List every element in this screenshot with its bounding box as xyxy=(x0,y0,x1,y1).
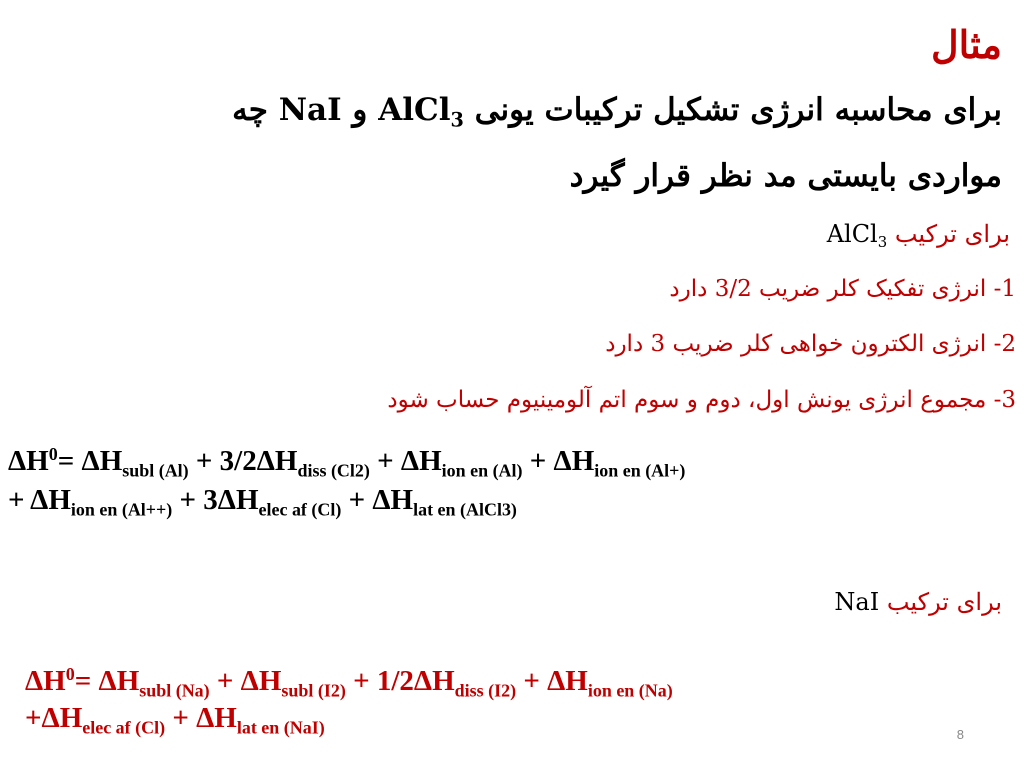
nai-heading-text: برای ترکیب xyxy=(879,588,1002,616)
eq1-sub: ion en (Al+) xyxy=(594,460,686,481)
eq1-term: ΔH xyxy=(8,445,49,477)
equation-alcl3-line-2 xyxy=(8,484,685,520)
eq2-sub: subl (I2) xyxy=(281,680,346,701)
eq2-term: +ΔH xyxy=(25,702,83,734)
question-text-start: برای محاسبه انرژی تشکیل ترکیبات یونی xyxy=(463,92,1002,128)
formula-nai: NaI xyxy=(278,92,342,128)
eq1-sup: 0 xyxy=(48,444,58,465)
eq2-term: + ΔH xyxy=(209,665,282,697)
eq1-term: + ΔH xyxy=(369,445,442,477)
eq2-term: ΔH xyxy=(25,665,66,697)
list-item-2: 2- انرژی الکترون خواهی کلر ضریب 3 دارد xyxy=(605,331,1016,357)
eq2-sub: ion en (Na) xyxy=(587,680,673,701)
eq2-term: + ΔH xyxy=(516,665,588,697)
eq1-term: = ΔH xyxy=(57,445,123,477)
eq2-term: + 1/2ΔH xyxy=(345,665,455,697)
eq1-sub: ion en (Al++) xyxy=(70,499,173,520)
eq2-sub: lat en (NaI) xyxy=(236,717,325,738)
eq1-term: + ΔH xyxy=(522,445,595,477)
slide-title: مثال xyxy=(930,22,1002,67)
list-item-3: 3- مجموع انرژی یونش اول، دوم و سوم اتم آلومینیوم حساب شود xyxy=(387,387,1016,413)
alcl3-heading-text: برای ترکیب xyxy=(887,220,1010,248)
eq2-sub: elec af (Cl) xyxy=(82,717,166,738)
equation-alcl3 xyxy=(8,444,686,520)
eq1-sub: elec af (Cl) xyxy=(258,499,342,520)
eq2-sub: subl (Na) xyxy=(139,680,210,701)
eq2-sup: 0 xyxy=(65,664,75,685)
alcl3-heading-formula xyxy=(826,220,888,252)
question-and: و xyxy=(341,92,379,128)
eq1-term: + 3ΔH xyxy=(172,484,259,516)
eq1-term: + ΔH xyxy=(8,484,71,516)
eq1-sub: lat en (AlCl3) xyxy=(413,499,517,520)
eq1-term: + ΔH xyxy=(341,484,414,516)
eq2-term: = ΔH xyxy=(74,665,140,697)
list-item-1: 1- انرژی تفکیک کلر ضریب 3/2 دارد xyxy=(669,276,1016,302)
eq2-sub: diss (I2) xyxy=(454,680,517,701)
page-number: 8 xyxy=(956,727,964,742)
alcl3-heading-formula-sub: 3 xyxy=(877,233,888,252)
eq1-sub: subl (Al) xyxy=(122,460,189,481)
eq1-term: + 3/2ΔH xyxy=(188,445,298,477)
nai-heading xyxy=(834,588,1002,616)
formula-alcl3-base: AlCl xyxy=(378,92,451,128)
alcl3-heading-formula-base: AlCl xyxy=(826,220,878,248)
eq1-sub: ion en (Al) xyxy=(441,460,523,481)
formula-alcl3 xyxy=(378,92,464,132)
question-line-2: مواردی بایستی مد نظر قرار گیرد xyxy=(569,158,1002,194)
equation-nai xyxy=(25,664,673,738)
eq1-sub: diss (Cl2) xyxy=(297,460,370,481)
equation-nai-line-1 xyxy=(25,664,673,701)
equation-nai-line-2 xyxy=(25,702,673,738)
formula-alcl3-sub: 3 xyxy=(450,108,464,132)
eq2-term: + ΔH xyxy=(165,702,237,734)
question-text-end: چه xyxy=(232,92,279,128)
equation-alcl3-line-1 xyxy=(8,444,686,481)
nai-heading-formula: NaI xyxy=(834,588,880,616)
alcl3-heading xyxy=(826,220,1010,252)
question-line-1 xyxy=(232,92,1002,132)
